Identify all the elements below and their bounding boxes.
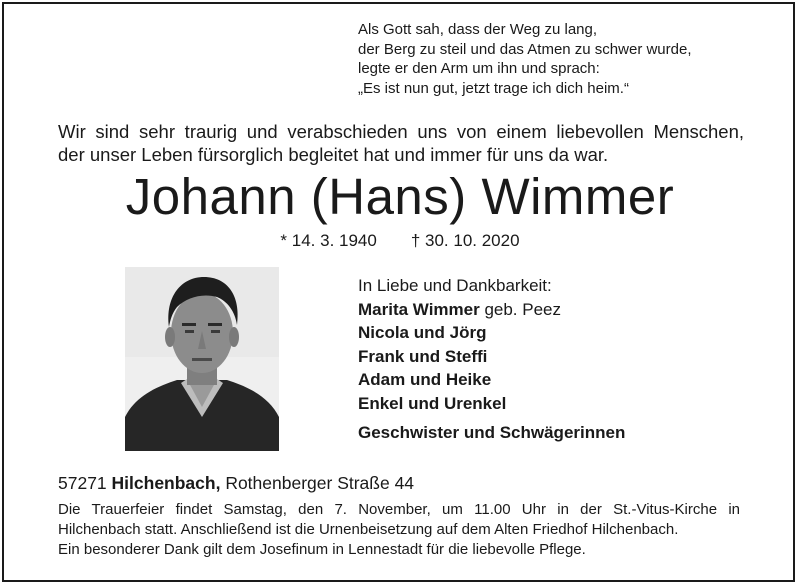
spouse-name: Marita Wimmer	[358, 299, 480, 319]
address-postcode: 57271	[58, 473, 112, 493]
birth-date: * 14. 3. 1940	[280, 231, 377, 250]
mourners-list	[358, 274, 625, 444]
mourners-heading: In Liebe und Dankbarkeit:	[358, 276, 552, 295]
mourner-entry: Geschwister und Schwägerinnen	[358, 422, 626, 442]
life-dates	[0, 230, 800, 252]
ceremony-notes	[58, 500, 740, 559]
notes-line: Hilchenbach statt. Anschließend ist die Urnenbeisetzung auf dem Alten Friedhof Hilchenbach.	[58, 520, 679, 538]
portrait-photo-illustration	[125, 267, 279, 451]
mourner-spouse	[358, 298, 625, 322]
portrait-photo	[125, 267, 279, 451]
intro-line: der unser Leben fürsorglich begleitet hat und immer für uns da war.	[58, 144, 609, 165]
spouse-maiden-name: geb. Peez	[479, 299, 561, 319]
deceased-name: Johann (Hans) Wimmer	[125, 168, 675, 225]
notes-line: Die Trauerfeier findet Samstag, den 7. November, um 11.00 Uhr in der St.-Vitus-Kirche in	[58, 501, 740, 518]
mourner-entry: Nicola und Jörg	[358, 323, 487, 343]
address-city: Hilchenbach,	[111, 473, 221, 493]
poem	[358, 20, 692, 98]
address	[58, 472, 414, 494]
address-street: Rothenberger Straße 44	[220, 473, 415, 493]
mourner-entry: Frank und Steffi	[358, 346, 488, 366]
intro-text	[58, 120, 744, 166]
poem-line: „Es ist nun gut, jetzt trage ich dich heim.“	[358, 79, 629, 97]
death-date: † 30. 10. 2020	[410, 231, 520, 250]
mourner-entry: Adam und Heike	[358, 370, 492, 390]
poem-line: legte er den Arm um ihn und sprach:	[358, 60, 600, 77]
intro-line: Wir sind sehr traurig und verabschieden uns von einem liebevollen Menschen,	[58, 121, 744, 142]
poem-line: Als Gott sah, dass der Weg zu lang,	[358, 21, 598, 38]
notes-line: Ein besonderer Dank gilt dem Josefinum in Lennestadt für die liebevolle Pflege.	[58, 540, 586, 558]
poem-line: der Berg zu steil und das Atmen zu schwer wurde,	[358, 40, 692, 58]
mourner-entry: Enkel und Urenkel	[358, 393, 507, 413]
